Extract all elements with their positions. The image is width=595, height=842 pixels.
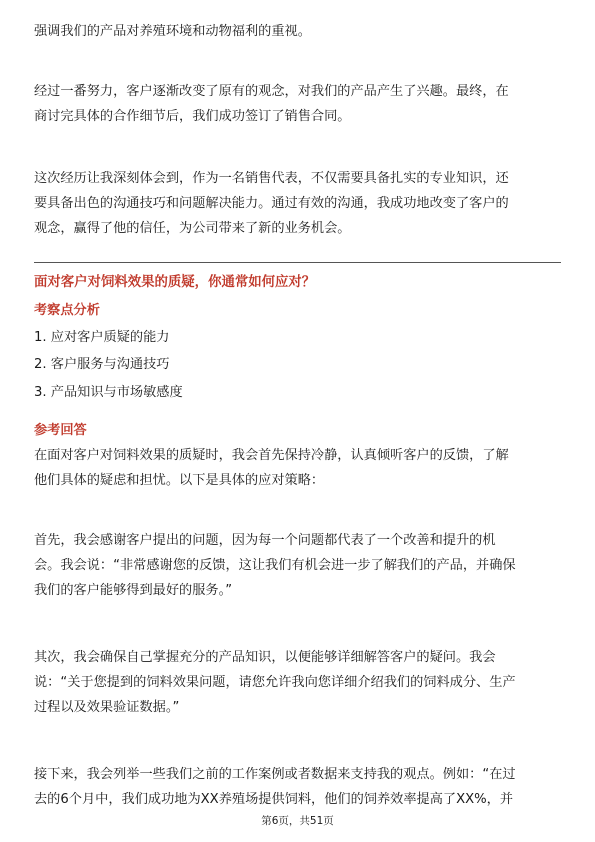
- document-page: [34, 0, 561, 842]
- paragraph: 经过一番努力，客户逐渐改变了原有的观念，对我们的产品产生了兴趣。最终，在 商讨完具体的合作细节后，我们成功签订了销售合同。: [34, 84, 509, 124]
- analysis-item: 1. 应对客户质疑的能力: [34, 330, 170, 345]
- paragraph: 其次，我会确保自己掌握充分的产品知识，以便能够详细解答客户的疑问。我会 说：“关于您提到的饲料效果问题，请您允许我向您详细介绍我们的饲料成分、生产 过程以及效果验证数据。”: [34, 650, 516, 715]
- page-number: 第6页，共51页: [261, 815, 334, 827]
- paragraph: 这次经历让我深刻体会到，作为一名销售代表，不仅需要具备扎实的专业知识，还 要具备出色的沟通技巧和问题解决能力。通过有效的沟通，我成功地改变了客户的 观念，赢得了他的信任，为公司带来了新的业务机会。: [34, 171, 509, 236]
- analysis-heading: 考察点分析: [34, 303, 100, 318]
- analysis-item: 2. 客户服务与沟通技巧: [34, 357, 170, 372]
- paragraph: 接下来，我会列举一些我们之前的工作案例或者数据来支持我的观点。例如：“在过 去的6个月中，我们成功地为XX养殖场提供饲料，他们的饲养效率提高了XX%，并: [34, 767, 516, 807]
- answer-heading: 参考回答: [34, 423, 87, 438]
- paragraph: 强调我们的产品对养殖环境和动物福利的重视。: [34, 24, 311, 39]
- section-divider: [34, 262, 561, 263]
- analysis-item: 3. 产品知识与市场敏感度: [34, 385, 183, 400]
- paragraph: 首先，我会感谢客户提出的问题，因为每一个问题都代表了一个改善和提升的机 会。我会说：“非常感谢您的反馈，这让我们有机会进一步了解我们的产品，并确保 我们的客户能够得到最好的服务。”: [34, 533, 516, 598]
- question-title: 面对客户对饲料效果的质疑，你通常如何应对？: [34, 275, 316, 290]
- paragraph: 在面对客户对饲料效果的质疑时，我会首先保持冷静，认真倾听客户的反馈，了解 他们具体的疑虑和担忧。以下是具体的应对策略：: [34, 448, 509, 488]
